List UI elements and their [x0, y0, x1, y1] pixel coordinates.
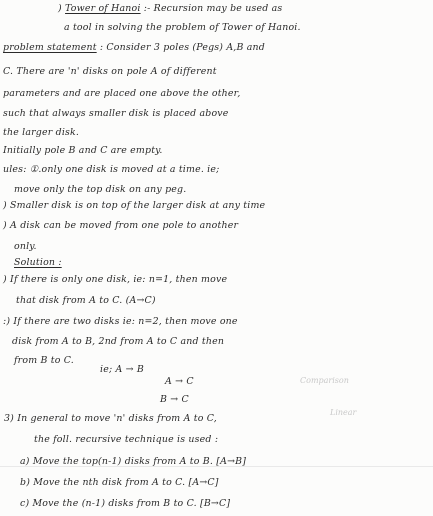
underlined-heading: Solution : [14, 257, 62, 268]
note-line: the foll. recursive technique is used : [34, 434, 219, 445]
underlined-heading: problem statement [3, 42, 97, 53]
note-line: ) If there is only one disk, ie: n=1, then move [3, 274, 228, 285]
note-line: only. [14, 241, 37, 252]
note-line: disk from A to B, 2nd from A to C and then [12, 336, 225, 347]
note-line: C. There are 'n' disks on pole A of different [3, 66, 217, 77]
note-line: the larger disk. [3, 127, 80, 138]
bleed-through-text: Linear [330, 408, 357, 417]
note-line: problem statement : Consider 3 poles (Pegs) A,B and [3, 42, 265, 53]
note-line: such that always smaller disk is placed above [3, 108, 229, 119]
note-line: from B to C. [14, 355, 74, 366]
note-line: that disk from A to C. (A→C) [16, 295, 156, 306]
note-line: c) Move the (n-1) disks from B to C. [B→C] [20, 498, 231, 509]
note-line: b) Move the nth disk from A to C. [A→C] [20, 477, 219, 488]
note-line: ie; A → B [100, 364, 144, 375]
note-line: ) Smaller disk is on top of the larger disk at any time [3, 200, 266, 211]
underlined-heading: Tower of Hanoi [65, 3, 141, 14]
note-line: a) Move the top(n-1) disks from A to B. [A→B] [20, 456, 247, 467]
note-line: parameters and are placed one above the other, [3, 88, 241, 99]
note-line: ) A disk can be moved from one pole to another [3, 220, 239, 231]
note-line: Initially pole B and C are empty. [3, 145, 163, 156]
note-line [14, 257, 433, 268]
note-line: move only the top disk on any peg. [14, 184, 187, 195]
note-line: 3) In general to move 'n' disks from A to C, [4, 413, 217, 424]
note-line: a tool in solving the problem of Tower of Hanoi. [64, 22, 301, 33]
note-line: B → C [160, 394, 189, 405]
note-line: ules: ①.only one disk is moved at a time. ie; [3, 164, 220, 175]
bleed-through-text: Comparison [300, 376, 349, 385]
note-line: :) If there are two disks ie: n=2, then move one [3, 316, 238, 327]
note-line: ) Tower of Hanoi :- Recursion may be used as [58, 3, 283, 14]
note-line: A → C [165, 376, 194, 387]
